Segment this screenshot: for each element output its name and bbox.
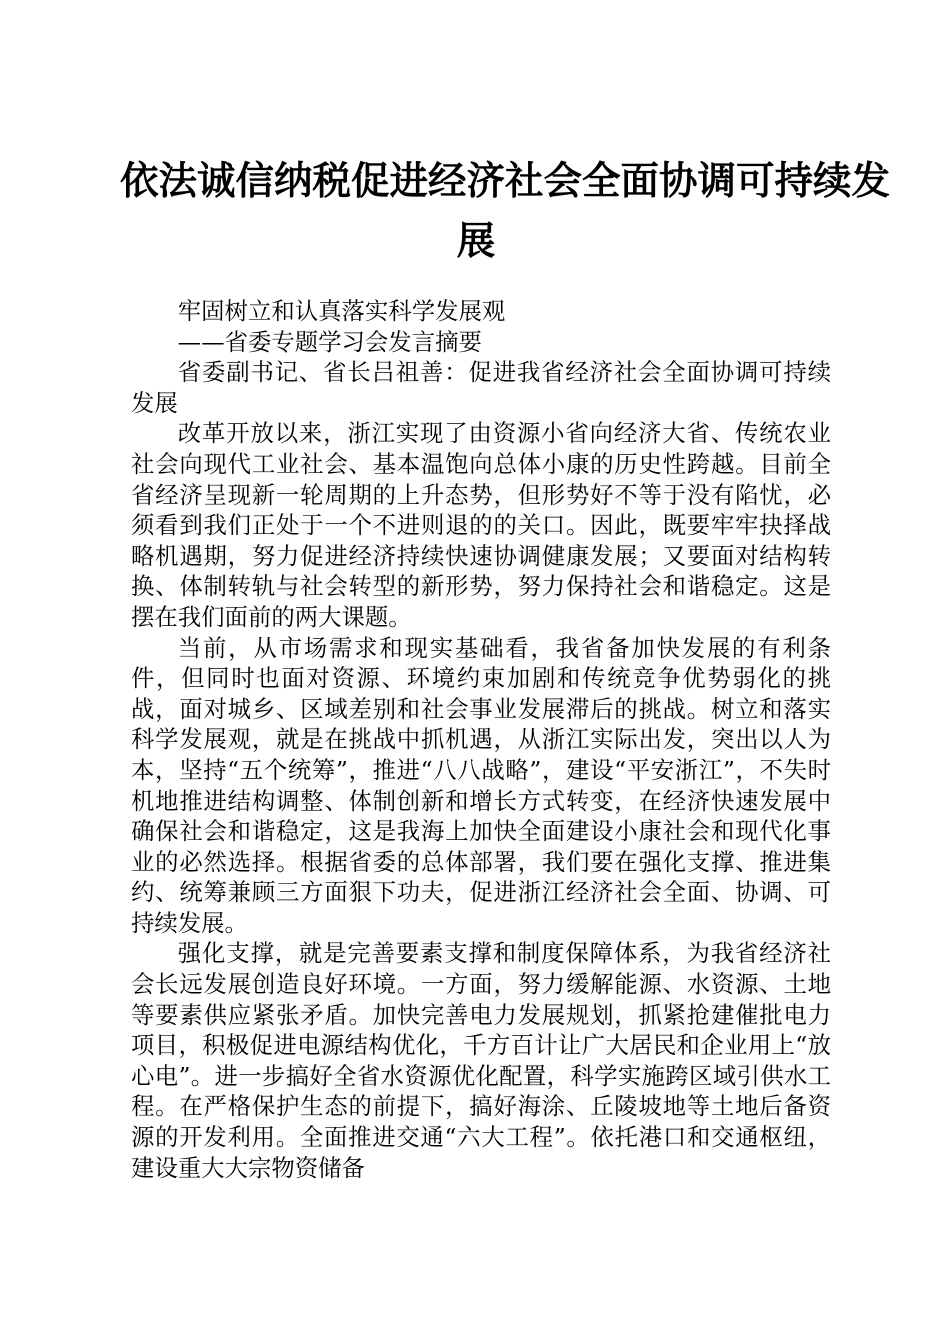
document-body <box>131 296 831 1183</box>
document-title <box>120 152 891 272</box>
speaker-heading-paragraph: 省委副书记、省长吕祖善：促进我省经济社会全面协调可持续发展 <box>131 358 831 417</box>
body-paragraph: 当前，从市场需求和现实基础看，我省备加快发展的有利条件，但同时也面对资源、环境约束加剧和传统竞争优势弱化的挑战，面对城乡、区域差别和社会事业发展滞后的挑战。树立和落实科学发展观，就是在挑战中抓机遇，从浙江实际出发，突出以人为本，坚持“五个统筹”，推进“八八战略”，建设“平安浙江”，不失时机地推进结构调整、体制创新和增长方式转变，在经济快速发展中确保社会和谐稳定，这是我海上加快全面建设小康社会和现代化事业的必然选择。根据省委的总体部署，我们要在强化支撑、推进集约、统筹兼顾三方面狠下功夫，促进浙江经济社会全面、协调、可持续发展。 <box>131 633 831 937</box>
body-paragraph: 强化支撑，就是完善要素支撑和制度保障体系，为我省经济社会长远发展创造良好环境。一方面，努力缓解能源、水资源、土地等要素供应紧张矛盾。加快完善电力发展规划，抓紧抢建催批电力项目，积极促进电源结构优化，千方百计让广大居民和企业用上“放心电”。进一步搞好全省水资源优化配置，科学实施跨区域引供水工程。在严格保护生态的前提下，搞好海涂、丘陵坡地等土地后备资源的开发利用。全面推进交通“六大工程”。依托港口和交通枢纽，建设重大大宗物资储备 <box>131 939 831 1182</box>
body-paragraph: 改革开放以来，浙江实现了由资源小省向经济大省、传统农业社会向现代工业社会、基本温饱向总体小康的历史性跨越。目前全省经济呈现新一轮周期的上升态势，但形势好不等于没有陷忧，必须看到我们正处于一个不进则退的的关口。因此，既要牢牢抉择战略机遇期，努力促进经济持续快速协调健康发展；又要面对结构转换、体制转轨与社会转型的新形势，努力保持社会和谐稳定。这是摆在我们面前的两大课题。 <box>131 419 831 631</box>
title-line-2: 展 <box>456 219 496 264</box>
title-line-1: 依法诚信纳税促进经济社会全面协调可持续发 <box>120 159 891 204</box>
subtitle-paragraph: 牢固树立和认真落实科学发展观 <box>177 297 506 325</box>
subtitle-note-paragraph: ——省委专题学习会发言摘要 <box>177 327 482 356</box>
